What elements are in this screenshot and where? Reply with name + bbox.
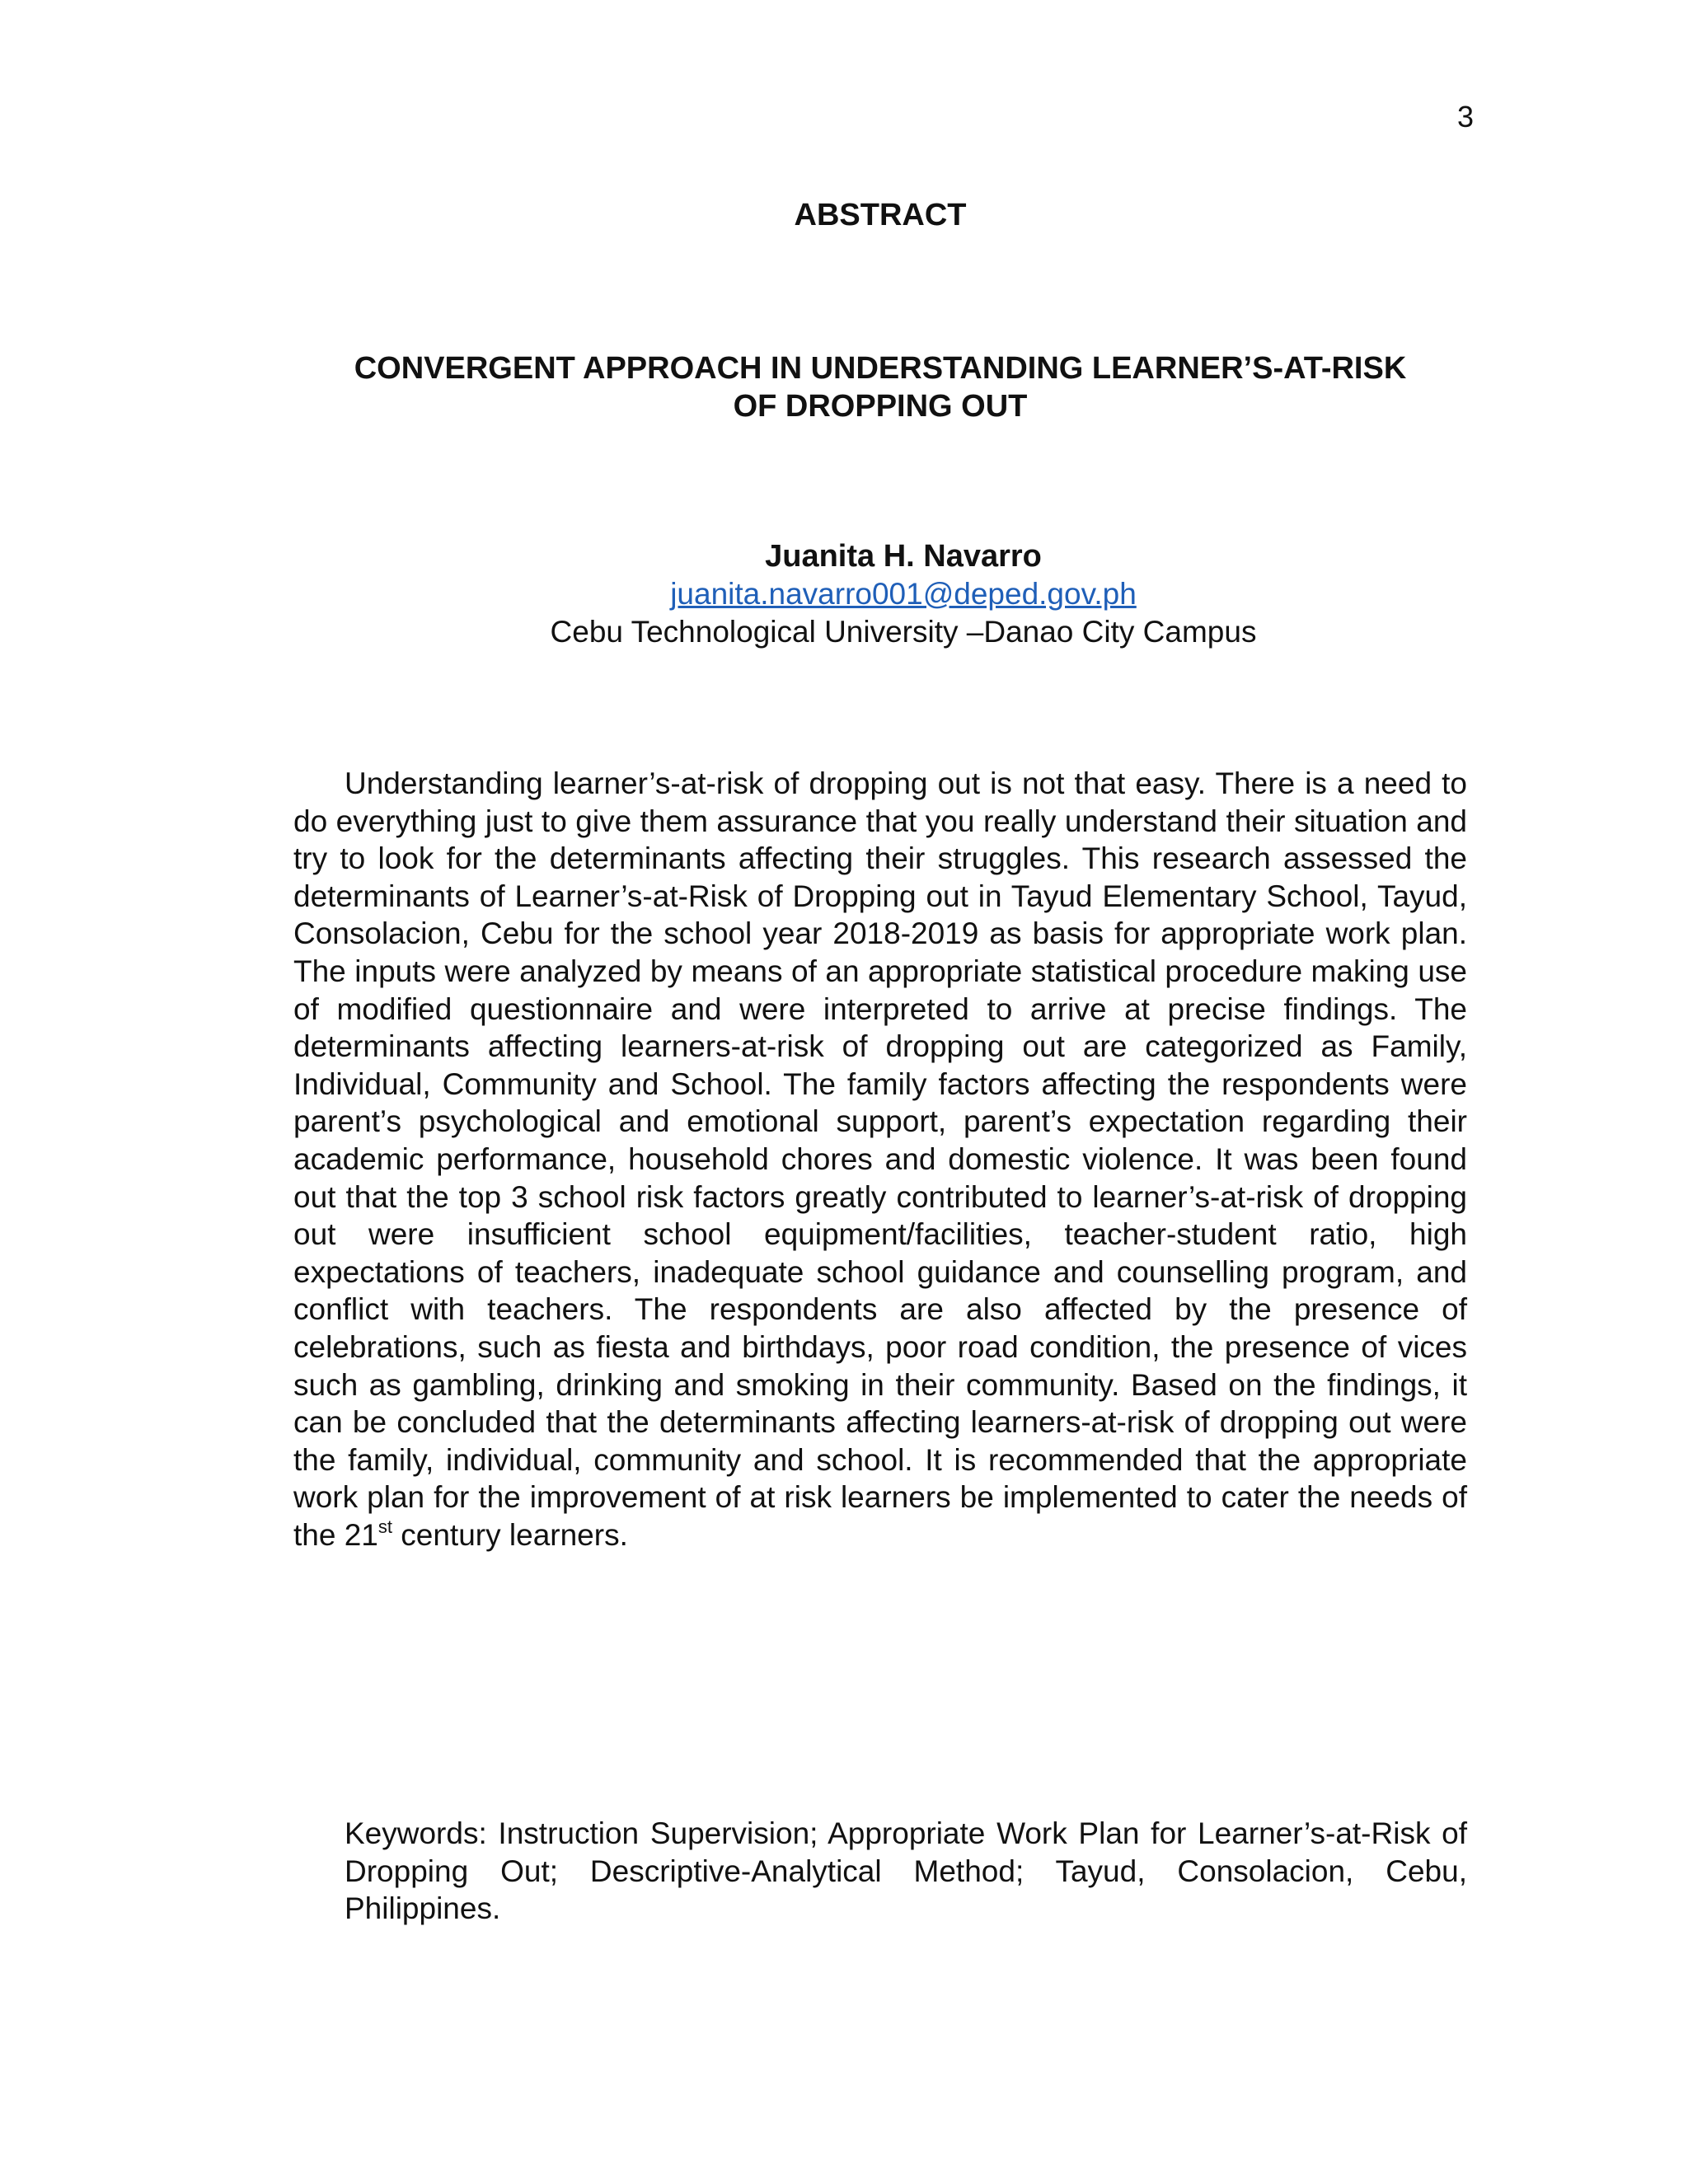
page-number: 3 xyxy=(1456,100,1474,134)
ordinal-superscript: st xyxy=(377,1516,392,1537)
paper-title-line-2: OF DROPPING OUT xyxy=(733,389,1028,424)
abstract-text-end: century learners. xyxy=(392,1517,628,1552)
abstract-text: Understanding learner’s-at-risk of dropping out is not that easy. There is a need to do everything just to give them assurance that you really understand their situation and try to look for the determinants affecting their struggles. This research assessed the determinants of Learner’s-at-Risk of Dropping out in Tayud Elementary School, Tayud, Consolacion, Cebu for the school year 2018-2019 as basis for appropriate work plan. The inputs were analyzed by means of an appropriate statistical procedure making use of modified questionnaire and were interpreted to arrive at precise findings. The determinants affecting learners-at-risk of dropping out are categorized as Family, Individual, Community and School. The family factors affecting the respondents were parent’s psychological and emotional support, parent’s expectation regarding their academic performance, household chores and domestic violence. It was been found out that the top 3 school risk factors greatly contributed to learner’s-at-risk of dropping out were insufficient school equipment/facilities, teacher-student ratio, high expectations of teachers, inadequate school guidance and counselling program, and conflict with teachers. The respondents are also affected by the presence of celebrations, such as fiesta and birthdays, poor road condition, the presence of vices such as gambling, drinking and smoking in their community. Based on the findings, it can be concluded that the determinants affecting learners-at-risk of dropping out were the family, individual, community and school. It is recommended that the appropriate work plan for the improvement of at risk learners be implemented to cater the needs of the 21 xyxy=(293,766,1467,1552)
author-name: Juanita H. Navarro xyxy=(765,539,1042,574)
keywords-paragraph: Keywords: Instruction Supervision; Appropriate Work Plan for Learner’s-at-Risk of Dropping Out; Descriptive-Analytical Method; Tayud, Consolacion, Cebu, Philippines. xyxy=(345,1816,1467,1926)
paper-title-line-1: CONVERGENT APPROACH IN UNDERSTANDING LEARNER’S-AT-RISK xyxy=(354,351,1407,386)
author-affiliation: Cebu Technological University –Danao City Campus xyxy=(550,615,1257,649)
author-email-link[interactable]: juanita.navarro001@deped.gov.ph xyxy=(670,577,1137,611)
paper-title xyxy=(293,349,1467,425)
author-block xyxy=(293,537,1513,651)
abstract-paragraph xyxy=(293,765,1467,1554)
abstract-heading: ABSTRACT xyxy=(794,198,967,232)
